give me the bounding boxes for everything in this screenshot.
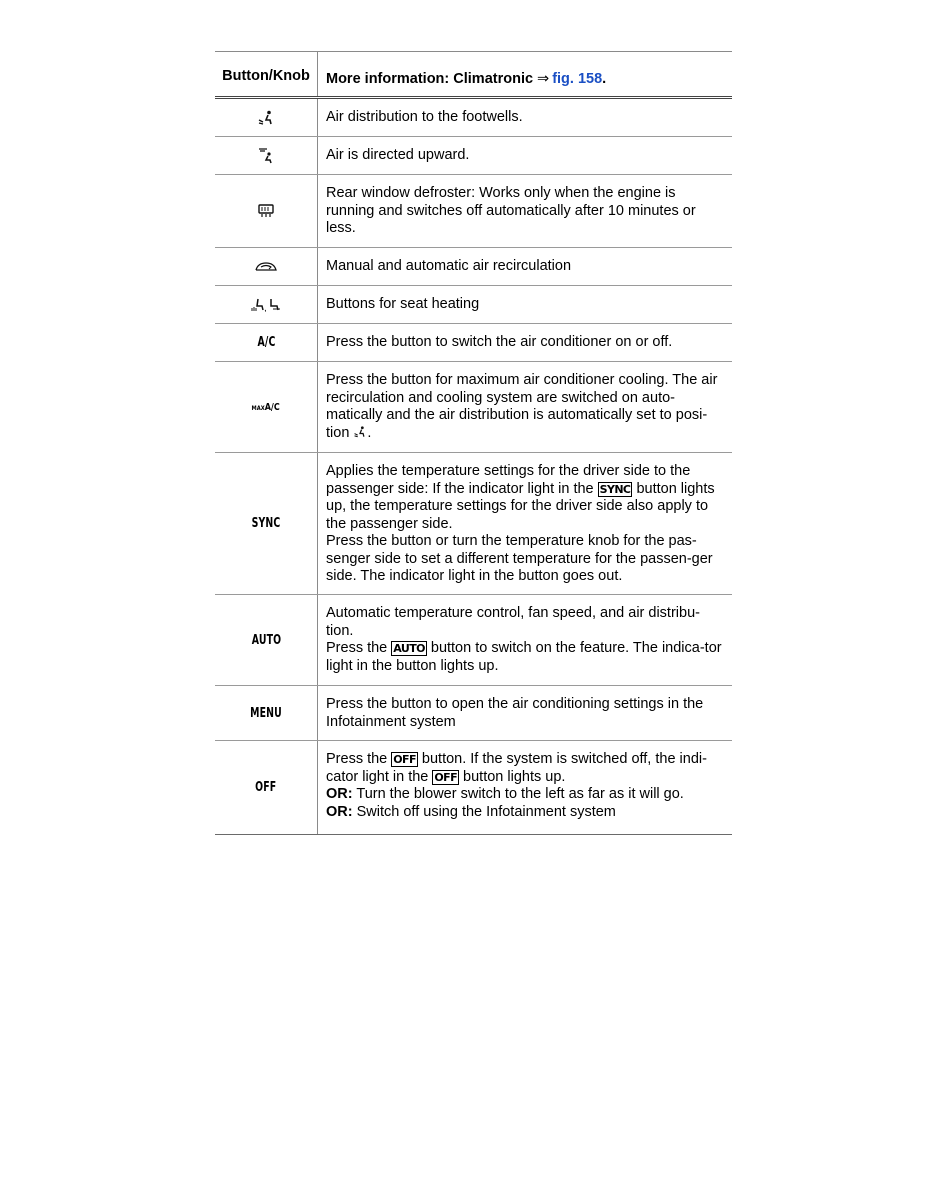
figure-link[interactable]: fig. 158: [552, 70, 603, 87]
row-text: OR: Switch off using the Infotainment system: [326, 803, 616, 820]
max-ac-button-label: MAXA/C: [251, 401, 281, 413]
table-row: [215, 248, 732, 286]
air-distribution-footwell-icon: [353, 425, 367, 439]
ac-button-label: A/C: [257, 335, 275, 350]
row-text: Manual and automatic air recirculation: [326, 258, 572, 274]
air-directed-upward-icon: [257, 148, 275, 164]
menu-button-label: MENU: [250, 705, 282, 721]
sync-button-inline: SYNC: [599, 482, 631, 496]
seat-heating-icon: [215, 286, 318, 323]
table-header: [215, 52, 732, 99]
off-button-inline: OFF: [393, 753, 416, 766]
table-row: [215, 453, 732, 595]
arrow-icon: ⇒: [537, 70, 550, 87]
row-text: Press the button to switch the air conditioner on or off.: [326, 334, 673, 350]
row-text: Air is directed upward.: [326, 147, 470, 163]
table-row: [215, 175, 732, 248]
row-text: Automatic temperature control, fan speed, and air distribu-tion.: [326, 605, 700, 639]
header-button-knob: Button/Knob: [215, 52, 318, 96]
header-period: .: [602, 70, 607, 87]
row-text: Press the button for maximum air conditioner cooling. The air recirculation and cooling system are switched on auto-matically and the air distribution is automatically set to posi-tion .: [326, 372, 718, 441]
rear-window-defroster-icon: [258, 204, 274, 218]
table-row: [215, 686, 732, 741]
table-row: [215, 137, 732, 175]
seat-heating-icon: [250, 298, 282, 312]
air-distribution-footwell-icon: [215, 99, 318, 136]
header-label: More information: Climatronic: [326, 70, 534, 87]
table-row: [215, 362, 732, 453]
rear-window-defroster-icon: [215, 175, 318, 247]
row-text: Air distribution to the footwells.: [326, 109, 523, 125]
auto-button-label: AUTO: [251, 632, 281, 648]
header-more-information: [318, 52, 732, 96]
row-text: Press the button or turn the temperature knob for the pas-senger side to set a different temperature for the passen-ger side. The indicator light in the button goes out.: [326, 533, 713, 584]
row-text: Press the button to open the air conditioning settings in the Infotainment system: [326, 696, 704, 730]
off-button-inline: OFF: [434, 770, 457, 784]
row-text: OR: Turn the blower switch to the left as far as it will go.: [326, 786, 684, 802]
air-recirculation-icon: [255, 261, 277, 273]
svg-text:,: ,: [264, 302, 267, 312]
row-text: Applies the temperature settings for the driver side to the passenger side: If the indicator light in the SYNC button lights up, the temperature settings for the driver side also apply to the passenger side.: [326, 463, 715, 532]
table-row: [215, 741, 732, 835]
auto-button-inline: AUTO: [393, 642, 425, 655]
row-text: Buttons for seat heating: [326, 296, 480, 312]
off-button-label: OFF: [255, 780, 277, 795]
row-text: Press the OFF button. If the system is switched off, the indi-cator light in the OFF button lights up.: [326, 751, 707, 785]
sync-button-label: SYNC: [251, 516, 281, 531]
table-row: [215, 595, 732, 686]
air-recirculation-icon: [215, 248, 318, 285]
air-distribution-footwell-icon: [257, 110, 275, 126]
table-row: [215, 99, 732, 137]
air-directed-upward-icon: [215, 137, 318, 174]
table-row: [215, 324, 732, 362]
row-text: Rear window defroster: Works only when the engine is running and switches off automatically after 10 minutes or less.: [326, 185, 696, 236]
table-row: [215, 286, 732, 324]
row-text: Press the AUTO button to switch on the feature. The indica-tor light in the button lights up.: [326, 640, 722, 674]
climatronic-table: [215, 51, 732, 835]
